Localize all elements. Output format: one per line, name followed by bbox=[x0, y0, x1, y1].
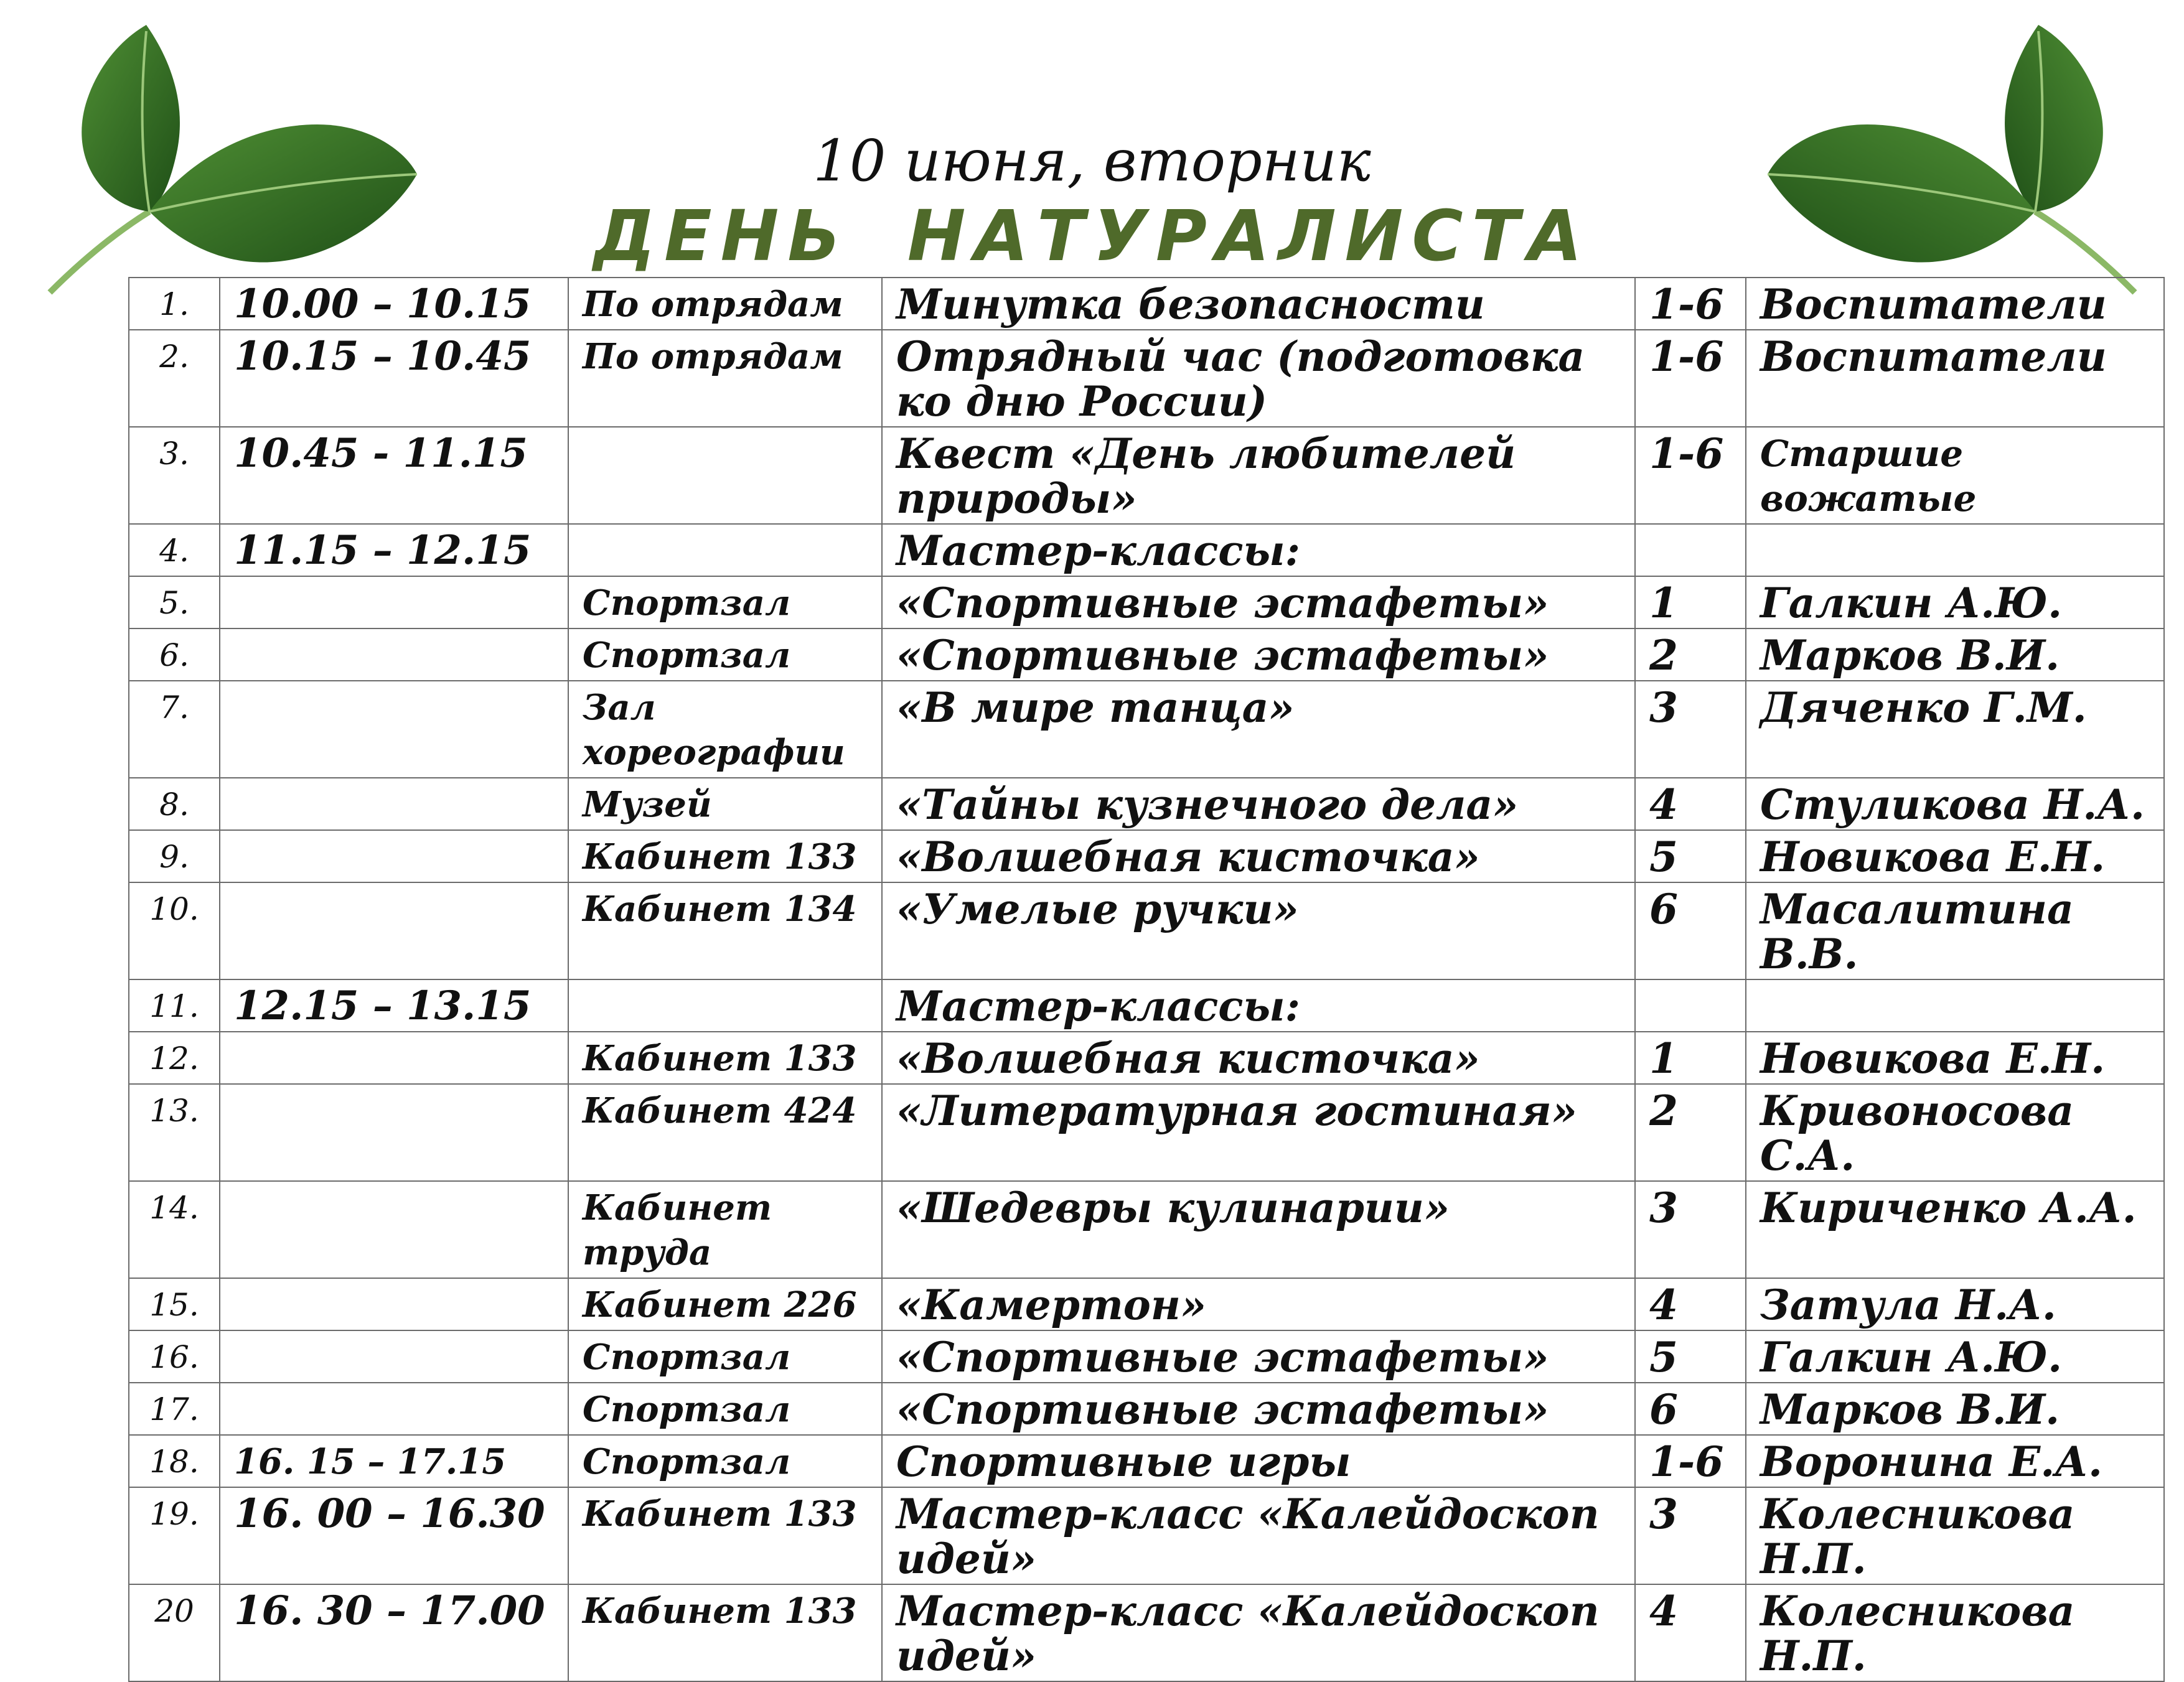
place-cell bbox=[568, 427, 882, 524]
event-cell: Мастер-класс «Калейдоскоп идей» bbox=[882, 1487, 1635, 1584]
row-number-cell: 7. bbox=[129, 681, 220, 778]
place-cell bbox=[568, 979, 882, 1032]
row-number-cell: 8. bbox=[129, 778, 220, 830]
table-row bbox=[129, 1584, 2164, 1681]
responsible-cell: Марков В.И. bbox=[1746, 1383, 2164, 1435]
table-row bbox=[129, 979, 2164, 1032]
event-cell: Спортивные игры bbox=[882, 1435, 1635, 1487]
time-cell: 16. 00 – 16.30 bbox=[220, 1487, 568, 1584]
event-cell: «В мире танца» bbox=[882, 681, 1635, 778]
event-cell: Мастер-классы: bbox=[882, 979, 1635, 1032]
time-cell: 10.15 – 10.45 bbox=[220, 330, 568, 427]
responsible-cell: Кириченко А.А. bbox=[1746, 1181, 2164, 1278]
row-number-cell: 15. bbox=[129, 1278, 220, 1330]
event-cell: Минутка безопасности bbox=[882, 278, 1635, 330]
place-cell: Кабинет труда bbox=[568, 1181, 882, 1278]
place-cell: По отрядам bbox=[568, 278, 882, 330]
group-cell: 2 bbox=[1635, 628, 1746, 681]
place-cell: По отрядам bbox=[568, 330, 882, 427]
row-number-cell: 16. bbox=[129, 1330, 220, 1383]
table-row bbox=[129, 524, 2164, 576]
time-cell bbox=[220, 830, 568, 882]
row-number-cell: 5. bbox=[129, 576, 220, 628]
responsible-cell: Галкин А.Ю. bbox=[1746, 576, 2164, 628]
place-cell: Кабинет 133 bbox=[568, 830, 882, 882]
responsible-cell: Колесникова Н.П. bbox=[1746, 1487, 2164, 1584]
row-number-cell: 12. bbox=[129, 1032, 220, 1084]
responsible-cell: Марков В.И. bbox=[1746, 628, 2164, 681]
event-cell: Отрядный час (подготовка ко дню России) bbox=[882, 330, 1635, 427]
place-cell: Спортзал bbox=[568, 1435, 882, 1487]
time-cell bbox=[220, 882, 568, 979]
time-cell bbox=[220, 576, 568, 628]
group-cell: 1 bbox=[1635, 576, 1746, 628]
time-cell: 11.15 – 12.15 bbox=[220, 524, 568, 576]
time-cell bbox=[220, 681, 568, 778]
place-cell: Спортзал bbox=[568, 576, 882, 628]
row-number-cell: 9. bbox=[129, 830, 220, 882]
responsible-cell: Колесникова Н.П. bbox=[1746, 1584, 2164, 1681]
group-cell: 5 bbox=[1635, 1330, 1746, 1383]
responsible-cell bbox=[1746, 979, 2164, 1032]
table-row bbox=[129, 1084, 2164, 1181]
group-cell: 3 bbox=[1635, 1181, 1746, 1278]
event-cell: «Шедевры кулинарии» bbox=[882, 1181, 1635, 1278]
time-cell bbox=[220, 1383, 568, 1435]
group-cell bbox=[1635, 979, 1746, 1032]
time-cell bbox=[220, 1181, 568, 1278]
table-row bbox=[129, 1435, 2164, 1487]
table-row bbox=[129, 1487, 2164, 1584]
responsible-cell: Дяченко Г.М. bbox=[1746, 681, 2164, 778]
responsible-cell bbox=[1746, 524, 2164, 576]
group-cell: 1-6 bbox=[1635, 1435, 1746, 1487]
group-cell: 2 bbox=[1635, 1084, 1746, 1181]
row-number-cell: 14. bbox=[129, 1181, 220, 1278]
time-cell bbox=[220, 1278, 568, 1330]
responsible-cell: Стуликова Н.А. bbox=[1746, 778, 2164, 830]
event-cell: «Умелые ручки» bbox=[882, 882, 1635, 979]
row-number-cell: 19. bbox=[129, 1487, 220, 1584]
table-row bbox=[129, 1278, 2164, 1330]
responsible-cell: Затула Н.А. bbox=[1746, 1278, 2164, 1330]
table-row bbox=[129, 427, 2164, 524]
time-cell bbox=[220, 1330, 568, 1383]
table-row bbox=[129, 681, 2164, 778]
row-number-cell: 17. bbox=[129, 1383, 220, 1435]
table-row bbox=[129, 778, 2164, 830]
time-cell: 10.00 – 10.15 bbox=[220, 278, 568, 330]
responsible-cell: Новикова Е.Н. bbox=[1746, 830, 2164, 882]
group-cell: 3 bbox=[1635, 1487, 1746, 1584]
table-row bbox=[129, 1330, 2164, 1383]
place-cell: Кабинет 133 bbox=[568, 1032, 882, 1084]
place-cell bbox=[568, 524, 882, 576]
group-cell: 4 bbox=[1635, 1278, 1746, 1330]
row-number-cell: 6. bbox=[129, 628, 220, 681]
row-number-cell: 3. bbox=[129, 427, 220, 524]
place-cell: Кабинет 133 bbox=[568, 1584, 882, 1681]
responsible-cell: Новикова Е.Н. bbox=[1746, 1032, 2164, 1084]
row-number-cell: 11. bbox=[129, 979, 220, 1032]
row-number-cell: 18. bbox=[129, 1435, 220, 1487]
row-number-cell: 1. bbox=[129, 278, 220, 330]
table-row bbox=[129, 830, 2164, 882]
place-cell: Музей bbox=[568, 778, 882, 830]
place-cell: Спортзал bbox=[568, 628, 882, 681]
place-cell: Кабинет 134 bbox=[568, 882, 882, 979]
time-cell bbox=[220, 778, 568, 830]
group-cell: 3 bbox=[1635, 681, 1746, 778]
place-cell: Кабинет 133 bbox=[568, 1487, 882, 1584]
table-row bbox=[129, 330, 2164, 427]
event-cell: Мастер-класс «Калейдоскоп идей» bbox=[882, 1584, 1635, 1681]
page-title: ДЕНЬ НАТУРАЛИСТА bbox=[593, 196, 1591, 277]
place-cell: Зал хореографии bbox=[568, 681, 882, 778]
event-cell: «Литературная гостиная» bbox=[882, 1084, 1635, 1181]
row-number-cell: 10. bbox=[129, 882, 220, 979]
group-cell: 1-6 bbox=[1635, 330, 1746, 427]
time-cell: 12.15 – 13.15 bbox=[220, 979, 568, 1032]
event-cell: «Спортивные эстафеты» bbox=[882, 1330, 1635, 1383]
time-cell bbox=[220, 628, 568, 681]
group-cell: 1 bbox=[1635, 1032, 1746, 1084]
table-row bbox=[129, 628, 2164, 681]
event-cell: «Спортивные эстафеты» bbox=[882, 576, 1635, 628]
group-cell: 4 bbox=[1635, 778, 1746, 830]
place-cell: Спортзал bbox=[568, 1330, 882, 1383]
responsible-cell: Воронина Е.А. bbox=[1746, 1435, 2164, 1487]
table-row bbox=[129, 278, 2164, 330]
place-cell: Спортзал bbox=[568, 1383, 882, 1435]
group-cell: 1-6 bbox=[1635, 278, 1746, 330]
group-cell: 4 bbox=[1635, 1584, 1746, 1681]
place-cell: Кабинет 226 bbox=[568, 1278, 882, 1330]
event-cell: «Волшебная кисточка» bbox=[882, 830, 1635, 882]
place-cell: Кабинет 424 bbox=[568, 1084, 882, 1181]
event-cell: «Спортивные эстафеты» bbox=[882, 628, 1635, 681]
event-cell: Квест «День любителей природы» bbox=[882, 427, 1635, 524]
responsible-cell: Галкин А.Ю. bbox=[1746, 1330, 2164, 1383]
schedule-table bbox=[128, 277, 2165, 1682]
responsible-cell: Воспитатели bbox=[1746, 330, 2164, 427]
time-cell bbox=[220, 1032, 568, 1084]
event-cell: «Камертон» bbox=[882, 1278, 1635, 1330]
group-cell: 1-6 bbox=[1635, 427, 1746, 524]
responsible-cell: Старшие вожатые bbox=[1746, 427, 2164, 524]
responsible-cell: Воспитатели bbox=[1746, 278, 2164, 330]
event-cell: Мастер-классы: bbox=[882, 524, 1635, 576]
table-row bbox=[129, 1181, 2164, 1278]
table-row bbox=[129, 1032, 2164, 1084]
row-number-cell: 2. bbox=[129, 330, 220, 427]
time-cell: 16. 15 – 17.15 bbox=[220, 1435, 568, 1487]
row-number-cell: 20 bbox=[129, 1584, 220, 1681]
page-date: 10 июня, вторник bbox=[813, 128, 1371, 194]
row-number-cell: 13. bbox=[129, 1084, 220, 1181]
row-number-cell: 4. bbox=[129, 524, 220, 576]
time-cell: 10.45 - 11.15 bbox=[220, 427, 568, 524]
group-cell bbox=[1635, 524, 1746, 576]
group-cell: 6 bbox=[1635, 1383, 1746, 1435]
event-cell: «Спортивные эстафеты» bbox=[882, 1383, 1635, 1435]
responsible-cell: Масалитина В.В. bbox=[1746, 882, 2164, 979]
group-cell: 6 bbox=[1635, 882, 1746, 979]
time-cell bbox=[220, 1084, 568, 1181]
responsible-cell: Кривоносова С.А. bbox=[1746, 1084, 2164, 1181]
event-cell: «Тайны кузнечного дела» bbox=[882, 778, 1635, 830]
table-row bbox=[129, 1383, 2164, 1435]
table-row bbox=[129, 882, 2164, 979]
table-row bbox=[129, 576, 2164, 628]
event-cell: «Волшебная кисточка» bbox=[882, 1032, 1635, 1084]
time-cell: 16. 30 – 17.00 bbox=[220, 1584, 568, 1681]
group-cell: 5 bbox=[1635, 830, 1746, 882]
